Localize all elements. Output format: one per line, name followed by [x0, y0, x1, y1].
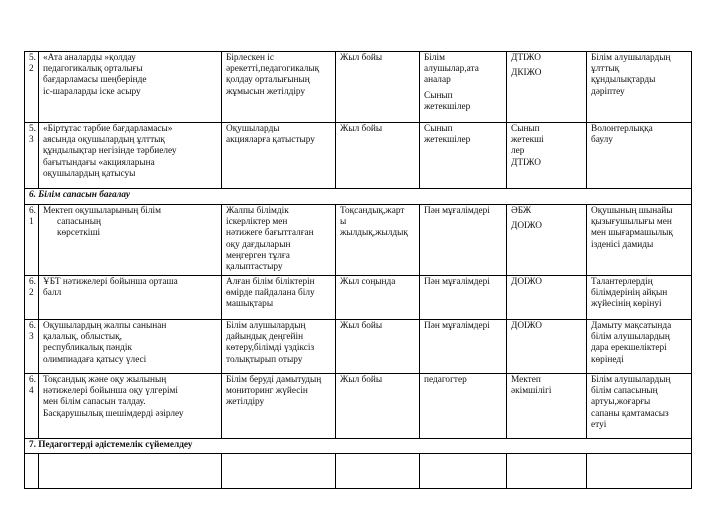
- table-row-empty: [25, 454, 692, 489]
- result-cell: Дамыту мақсатында білім алушылардың дара ерекшеліктері көрінеді: [587, 320, 692, 374]
- timing-cell: Жыл бойы: [336, 374, 420, 439]
- audience-cell: Пән мұғалімдері: [420, 320, 507, 374]
- empty-cell: [507, 454, 587, 489]
- audience-cell: педагогтер: [420, 374, 507, 439]
- row-number: 6. 4: [25, 374, 39, 439]
- empty-cell: [25, 454, 39, 489]
- timing-cell: Жыл бойы: [336, 320, 420, 374]
- activity-cell: Тоқсандық және оқу жылының нәтижелері бойынша оқу үлгерімі мен білім сапасын талдау. Басқарушылық шешімдерді әзірлеу: [39, 374, 222, 439]
- empty-cell: [39, 454, 222, 489]
- table-row-5-2: [25, 52, 692, 123]
- timing-cell: Жыл соңында: [336, 276, 420, 320]
- activity-cell: ҰБТ нәтижелері бойынша орташа балл: [39, 276, 222, 320]
- empty-cell: [222, 454, 336, 489]
- table-row-6-2: [25, 276, 692, 320]
- empty-cell: [420, 454, 507, 489]
- format-cell: Білім алушылардың дайындық деңгейін көтеру,білімді үздіксіз толықтырып отыру: [222, 320, 336, 374]
- section-row-7: [25, 439, 692, 454]
- table-row-6-1: [25, 205, 692, 276]
- activity-cell: «Ата аналарды »қолдау педагогикалық орталығы бағдарламасы шеңберінде іс-шараларды іске асыру: [39, 52, 222, 123]
- empty-cell: [587, 454, 692, 489]
- format-cell: Жалпы білімдік іскерліктер мен нәтижеге бағытталған оқу дағдыларын меңгерген тұлға қалыптастыру: [222, 205, 336, 276]
- timing-cell: Жыл бойы: [336, 123, 420, 189]
- row-number: 5. 2: [25, 52, 39, 123]
- timing-cell: Тоқсандық,жарт ы жылдық,жылдық: [336, 205, 420, 276]
- section-heading: 7. Педагогтерді әдістемелік сүйемелдеу: [25, 439, 692, 454]
- table-row-5-3: [25, 123, 692, 189]
- format-cell: Алған білім біліктерін өмірде пайдалана білу машықтары: [222, 276, 336, 320]
- activity-cell: Мектеп оқушыларының білім сапасының көрсеткіші: [39, 205, 222, 276]
- responsible-cell: ДОІЖО: [507, 276, 587, 320]
- result-cell: Білім алушылардың ұлттық құндылықтарды дәріптеу: [587, 52, 692, 123]
- result-cell: Талантерлердің білімдерінің айқын жүйесінің көрінуі: [587, 276, 692, 320]
- result-cell: Білім алушылардың білім сапасының артуы,жоғарғы сапаны қамтамасыз етуі: [587, 374, 692, 439]
- row-number: 6. 2: [25, 276, 39, 320]
- table-row-6-4: [25, 374, 692, 439]
- plan-table: [24, 51, 692, 489]
- audience-cell: Сынып жетекшілер: [420, 123, 507, 189]
- responsible-cell: Сынып жетекші лер ДТІЖО: [507, 123, 587, 189]
- responsible-cell: Мектеп әкімшілігі: [507, 374, 587, 439]
- format-cell: Оқушыларды акцияларға қатыстыру: [222, 123, 336, 189]
- section-row-6: [25, 189, 692, 205]
- activity-cell: Оқушылардың жалпы санынан қалалық, облыстық, республикалық пәндік олимпиадаға қатысу үлесі: [39, 320, 222, 374]
- row-number: 6. 3: [25, 320, 39, 374]
- audience-cell: Білім алушылар,ата аналар Сынып жетекшілер: [420, 52, 507, 123]
- responsible-cell: ДТІЖО ДКІЖО: [507, 52, 587, 123]
- result-cell: Волонтерлыққа баулу: [587, 123, 692, 189]
- responsible-cell: ДОІЖО: [507, 320, 587, 374]
- section-heading: 6. Білім сапасын бағалау: [25, 189, 692, 205]
- activity-cell: «Біртұтас тәрбие бағдарламасы» аясында оқушылардың ұлттық құндылықтар негізінде тәрбиелеу бағытындағы «акцияларына оқушылардың қатысуы: [39, 123, 222, 189]
- format-cell: Білім беруді дамытудың мониторинг жүйесін жетілдіру: [222, 374, 336, 439]
- result-cell: Оқушының шынайы қызығушылығы мен мен шығармашылық ізденісі дамиды: [587, 205, 692, 276]
- timing-cell: Жыл бойы: [336, 52, 420, 123]
- audience-cell: Пән мұғалімдері: [420, 276, 507, 320]
- audience-cell: Пән мұғалімдері: [420, 205, 507, 276]
- table-row-6-3: [25, 320, 692, 374]
- empty-cell: [336, 454, 420, 489]
- row-number: 6. 1: [25, 205, 39, 276]
- responsible-cell: ӘБЖ ДОІЖО: [507, 205, 587, 276]
- row-number: 5. 3: [25, 123, 39, 189]
- format-cell: Бірлескен іс әрекетті,педагогикалық қолдау орталығының жұмысын жетілдіру: [222, 52, 336, 123]
